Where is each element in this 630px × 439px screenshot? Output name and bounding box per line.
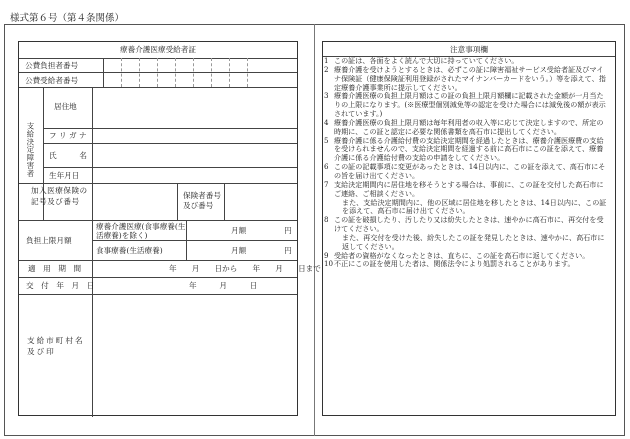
note-item: 8 この証を破損したり、汚したり又は紛失したときは、速やかに高石市に、再交付を受けてください。 xyxy=(324,215,604,234)
issue-date-label: 交 付 年 月 日 xyxy=(26,281,95,290)
notes-list xyxy=(324,57,610,269)
insurance-symbol-label: 加入医療保険の記号及び番号 xyxy=(31,186,88,206)
care-medical-label: 療養介護医療(食事療養(生活療養)を除く) xyxy=(96,222,186,240)
name-label: 氏 名 xyxy=(49,151,87,160)
address-label: 居住地 xyxy=(54,102,77,111)
notes-title: 注意事項欄 xyxy=(450,45,488,54)
insurer-number-label: 保険者番号及び番号 xyxy=(183,191,221,210)
public-recipient-label: 公費受給者番号 xyxy=(25,76,79,85)
certificate-title: 療養介護医療受給者証 xyxy=(120,45,196,54)
note-item: 3 療養介護医療の負担上限月額はこの証の負担上限月額欄に記載された金額が一月当たりの上限になります。(※医療型個別減免等の認定を受けた場合には減免後の額が表示されています。) xyxy=(324,91,606,119)
note-item-continuation: また、再交付を受けた後、紛失したこの証を発見したときは、速やかに、高石市に返してください。 xyxy=(342,232,605,251)
form-number: 様式第６号（第４条関係） xyxy=(10,13,125,24)
note-item: 10 不正にこの証を使用した者は、関係法令により処罰されることがあります。 xyxy=(324,259,575,269)
note-item: 2 療養介護を受けようとするときは、必ずこの証に障害福祉サービス受給者証及びマイナ保険証（健康保険証利用登録がされたマイナンバーカードをいう。）等を添えて、指定療養介護事業所に提示してください。 xyxy=(324,64,606,92)
validity-period-value: 年 月 日から 年 月 日まで xyxy=(169,264,321,273)
note-item: 7 支給決定期間内に居住地を移そうとする場合は、事前に、この証を交付した高石市にご連絡、ご相談ください。 xyxy=(324,179,604,198)
note-item-continuation: また、支給決定期間内に、他の区域に居住地を移したときは、14日以内に、この証を添えて、高石市に届け出てください。 xyxy=(342,197,607,216)
meal-amount-value: 月額 円 xyxy=(231,246,292,255)
note-item: 1 この証は、各面をよく読んで大切に持っていてください。 xyxy=(324,56,519,65)
furigana-label: フ リ ガ ナ xyxy=(49,131,87,140)
care-amount-value: 月額 円 xyxy=(231,226,292,235)
meal-care-label: 食事療養(生活療養) xyxy=(96,246,163,255)
validity-period-label: 適 用 期 間 xyxy=(28,264,82,273)
monthly-limit-label: 負担上限月額 xyxy=(26,236,72,245)
note-item: 9 受給者の資格がなくなったときは、直ちに、この証を高石市に返してください。 xyxy=(324,250,590,260)
page-divider xyxy=(314,24,315,436)
birthdate-label: 生年月日 xyxy=(49,171,80,180)
section-label-vertical: 支給決定障害者 xyxy=(26,122,35,178)
note-item: 5 療養介護に係る介護給付費の支給決定期間を経過したときは、療養介護医療費の支給を受けられませんので、支給決定期間を経過する前に高石市にこの証を添えて、療養介護に係る介護給付費の支給の申請をしてください。 xyxy=(324,135,604,163)
certificate-panel xyxy=(18,41,321,416)
note-item: 6 この証の記載事項に変更があったときは、14日以内に、この証を添えて、高石市にその旨を届け出てください。 xyxy=(324,162,606,180)
public-payer-label: 公費負担者番号 xyxy=(25,61,79,70)
municipality-label: 支給市町村名及び印 xyxy=(27,336,85,356)
issue-date-value: 年 月 日 xyxy=(189,281,258,290)
note-item: 4 療養介護医療の負担上限月額は毎年利用者の収入等に応じて決定しますので、所定の時期に、この証と認定に必要な関係書類を高石市に提出してください。 xyxy=(324,117,604,136)
